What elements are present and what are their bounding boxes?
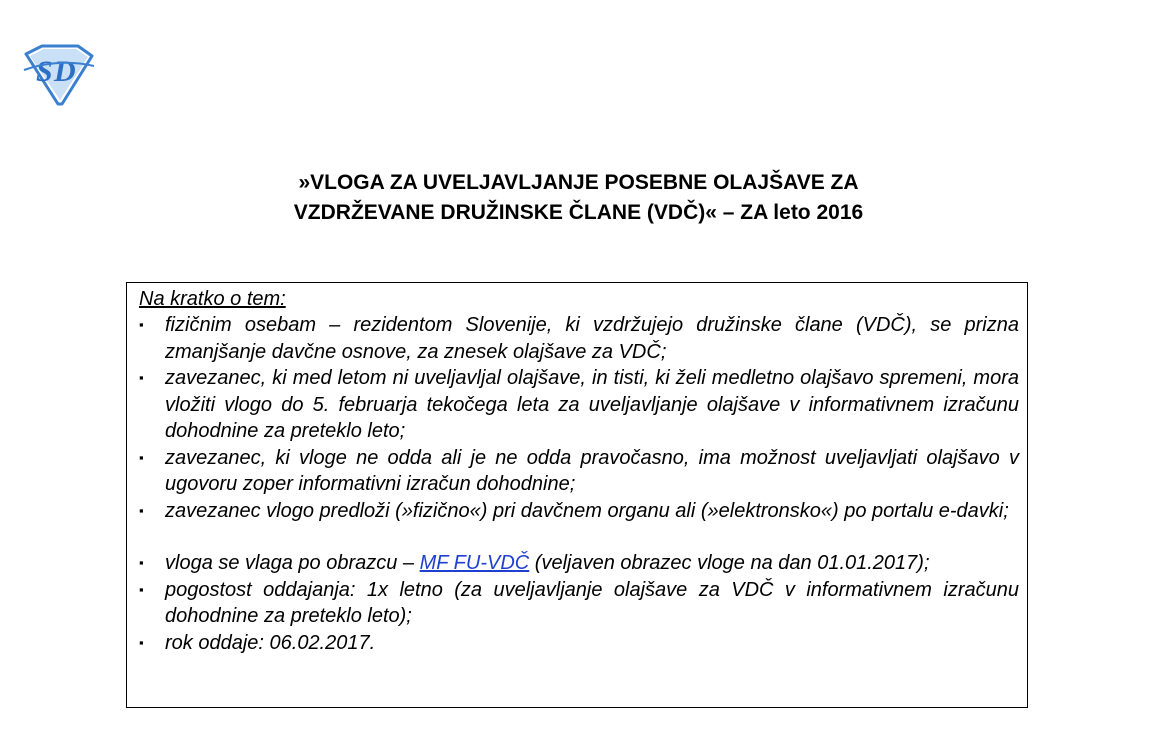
form-link-mf-fu-vdc[interactable]: MF FU-VDČ <box>419 552 530 574</box>
summary-item <box>127 498 1027 525</box>
summary-item-text-before: vloga se vlaga po obrazcu – <box>165 552 420 574</box>
summary-item-text: zavezanec, ki med letom ni uveljavljal olajšave, in tisti, ki želi medletno olajšavo spremeni, mora vložiti vlogo do 5. februarja tekočega leta za uveljavljanje olajšave v informativnem izračunu dohodnine za preteklo leto; <box>165 367 1019 442</box>
svg-text:S: S <box>36 55 53 88</box>
summary-item-text: rok oddaje: 06.02.2017. <box>165 631 376 654</box>
bullet-icon: ▪ <box>139 449 144 465</box>
summary-item <box>127 312 1027 365</box>
summary-list <box>127 312 1027 656</box>
document-title-line-2: VZDRŽEVANE DRUŽINSKE ČLANE (VDČ)« – ZA leto 2016 <box>293 201 864 224</box>
summary-box <box>126 282 1028 708</box>
document-title-line-1: »VLOGA ZA UVELJAVLJANJE POSEBNE OLAJŠAVE ZA <box>298 171 859 194</box>
summary-item-text: pogostost oddajanja: 1x letno (za uveljavljanje olajšave za VDČ v informativnem izračunu dohodnine za preteklo leto); <box>165 578 1019 627</box>
summary-heading: Na kratko o tem: <box>139 288 286 310</box>
summary-item <box>127 550 1027 577</box>
bullet-icon: ▪ <box>139 581 144 597</box>
svg-text:D: D <box>54 55 76 88</box>
summary-item <box>127 365 1027 445</box>
bullet-icon: ▪ <box>139 502 144 518</box>
bullet-icon: ▪ <box>139 634 144 650</box>
summary-item <box>127 630 1027 657</box>
sd-shield-logo-icon <box>22 44 96 106</box>
summary-item-text: zavezanec vlogo predloži (»fizično«) pri davčnem organu ali (»elektronsko«) po portalu e-davki; <box>165 499 1009 522</box>
summary-item-text-after: (veljaven obrazec vloge na dan 01.01.2017); <box>529 552 930 574</box>
bullet-icon: ▪ <box>139 370 144 385</box>
summary-item-text: zavezanec, ki vloge ne odda ali je ne odda pravočasno, ima možnost uveljavljati olajšavo v ugovoru zoper informativni izračun dohodnine; <box>165 446 1019 495</box>
summary-item <box>127 577 1027 630</box>
bullet-icon: ▪ <box>139 317 144 332</box>
summary-item <box>127 445 1027 498</box>
bullet-icon: ▪ <box>139 555 144 570</box>
summary-item-text: fizičnim osebam – rezidentom Slovenije, ki vzdržujejo družinske člane (VDČ), se prizna zmanjšanje davčne osnove, za znesek olajšave za VDČ; <box>165 314 1019 363</box>
